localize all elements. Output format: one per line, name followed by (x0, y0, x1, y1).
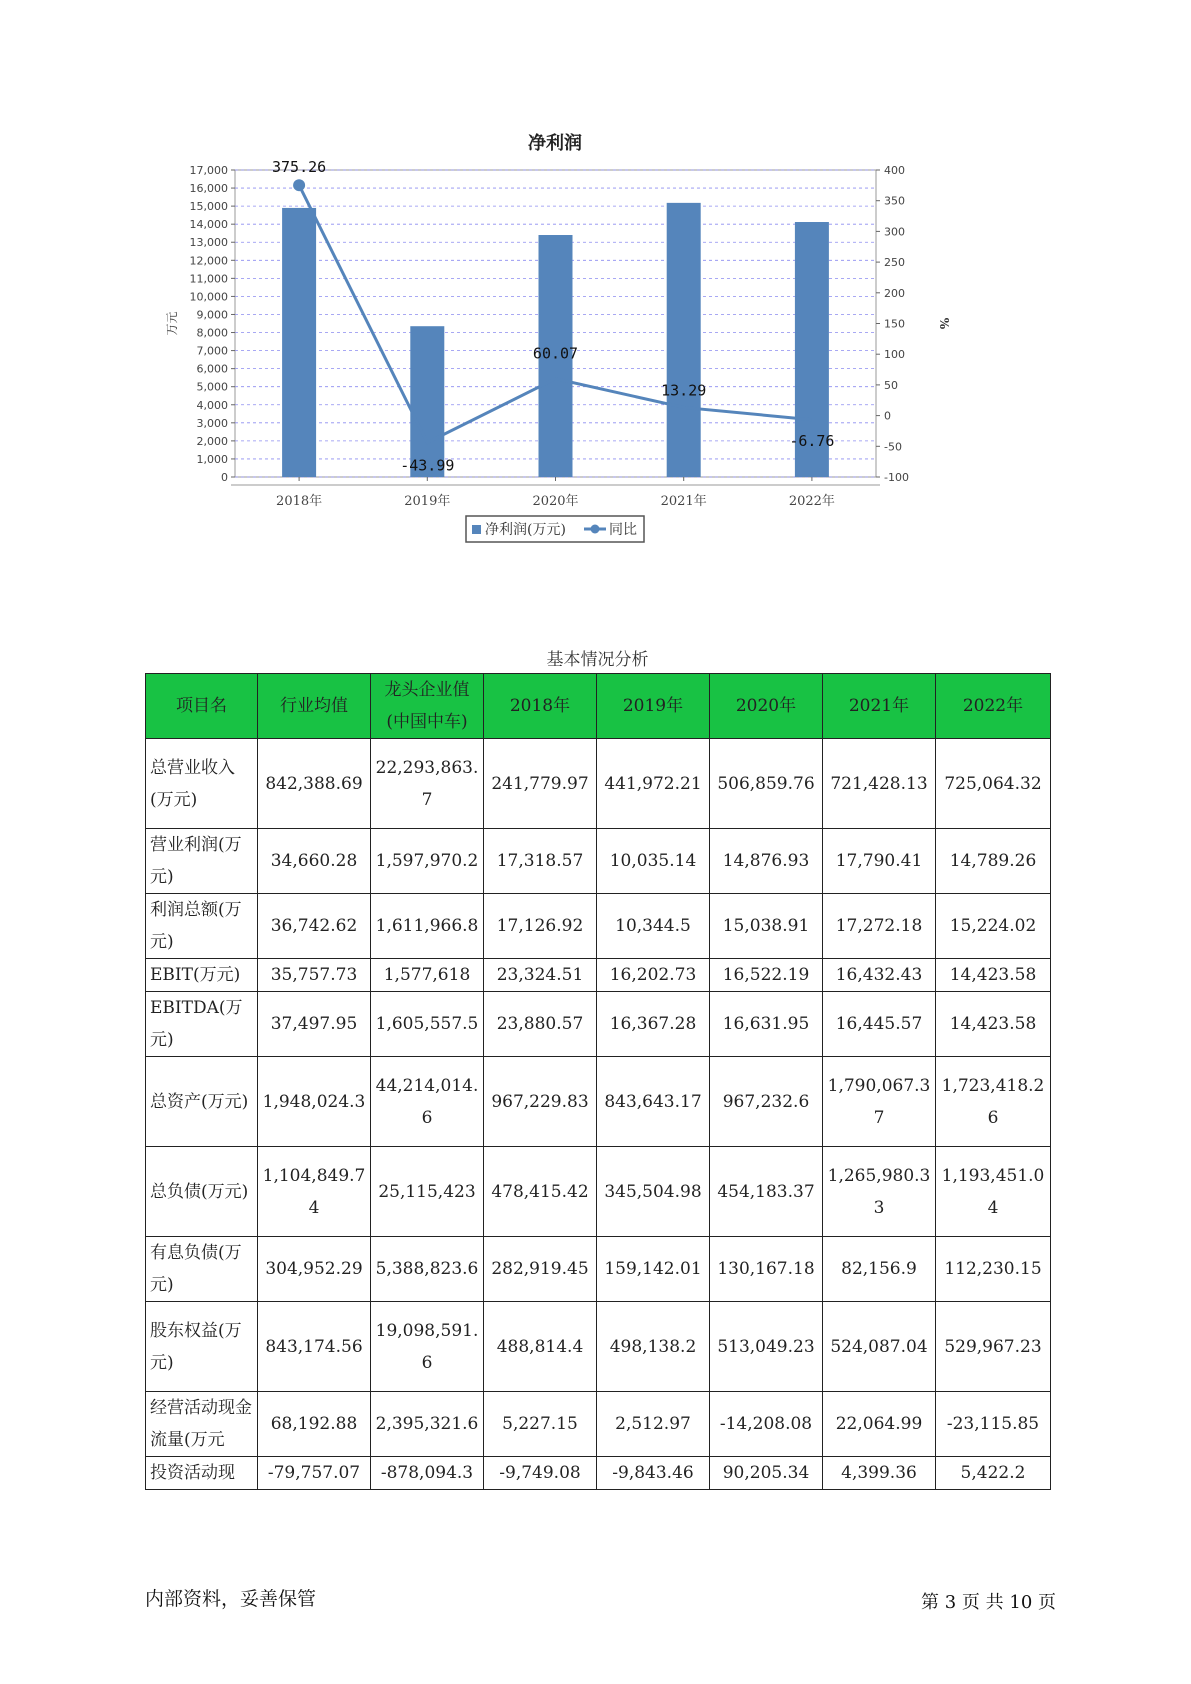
table-cell: 23,324.51 (484, 959, 597, 992)
header-cell: 2022年 (936, 674, 1051, 739)
chart-title: 净利润 (528, 133, 582, 154)
left-tick-label: 12,000 (189, 254, 228, 268)
table-cell: 16,631.95 (710, 992, 823, 1057)
x-tick-label: 2021年 (660, 494, 707, 509)
left-tick-label: 13,000 (189, 236, 228, 250)
row-label: 股东权益(万元) (146, 1302, 258, 1392)
table-cell: 22,293,863.7 (371, 739, 484, 829)
left-tick-label: 17,000 (189, 164, 228, 177)
yoy-data-label: -43.99 (400, 456, 455, 475)
table-row (146, 1237, 1051, 1302)
right-tick-label: 350 (884, 194, 905, 208)
left-tick-label: 2,000 (196, 434, 228, 448)
legend-line-label: 同比 (609, 522, 637, 538)
legend-bar-swatch (472, 525, 481, 534)
table-cell: 37,497.95 (258, 992, 371, 1057)
left-tick-label: 15,000 (189, 200, 228, 214)
table-cell: 90,205.34 (710, 1457, 823, 1490)
table-row (146, 1302, 1051, 1392)
right-tick-label: -100 (884, 471, 909, 484)
header-cell: 龙头企业值(中国中车) (371, 674, 484, 739)
x-tick-label: 2022年 (788, 494, 835, 509)
table-caption: 基本情况分析 (546, 650, 649, 670)
row-label: EBITDA(万元) (146, 992, 258, 1057)
chart-svg (165, 130, 970, 600)
table-cell: 488,814.4 (484, 1302, 597, 1392)
table-cell: 967,229.83 (484, 1057, 597, 1147)
table-cell: 112,230.15 (936, 1237, 1051, 1302)
right-axis-unit: % (937, 317, 951, 330)
table-body (146, 739, 1051, 1490)
right-tick-label: 200 (884, 286, 905, 300)
right-tick-label: 150 (884, 317, 905, 331)
right-tick-label: 400 (884, 164, 905, 177)
table-row (146, 959, 1051, 992)
table-cell: 513,049.23 (710, 1302, 823, 1392)
table-cell: 17,318.57 (484, 829, 597, 894)
table-cell: 1,193,451.04 (936, 1147, 1051, 1237)
table-row (146, 1392, 1051, 1457)
left-tick-label: 7,000 (196, 344, 228, 358)
table-cell: 843,643.17 (597, 1057, 710, 1147)
table-cell: 17,272.18 (823, 894, 936, 959)
table-cell: 1,948,024.3 (258, 1057, 371, 1147)
footer-confidential: 内部资料，妥善保管 (145, 1588, 317, 1610)
row-label: 利润总额(万元) (146, 894, 258, 959)
header-cell: 2020年 (710, 674, 823, 739)
left-tick-label: 4,000 (196, 398, 228, 412)
table-cell: 5,422.2 (936, 1457, 1051, 1490)
table-cell: 82,156.9 (823, 1237, 936, 1302)
table-cell: 25,115,423 (371, 1147, 484, 1237)
table-cell: 2,395,321.6 (371, 1392, 484, 1457)
table-cell: 454,183.37 (710, 1147, 823, 1237)
bar (410, 326, 444, 477)
table-cell: 14,423.58 (936, 992, 1051, 1057)
table-cell: 16,367.28 (597, 992, 710, 1057)
table-cell: 1,723,418.26 (936, 1057, 1051, 1147)
yoy-data-label: -6.76 (789, 431, 835, 450)
table-cell: 304,952.29 (258, 1237, 371, 1302)
table-cell: 16,432.43 (823, 959, 936, 992)
table-cell: 14,423.58 (936, 959, 1051, 992)
left-tick-label: 0 (221, 471, 228, 484)
table-row (146, 739, 1051, 829)
x-tick-label: 2018年 (276, 494, 323, 509)
left-tick-label: 9,000 (196, 308, 228, 322)
table-cell: 725,064.32 (936, 739, 1051, 829)
table-cell: 1,611,966.8 (371, 894, 484, 959)
table-cell: 524,087.04 (823, 1302, 936, 1392)
left-tick-label: 6,000 (196, 362, 228, 376)
row-label: 营业利润(万元) (146, 829, 258, 894)
table-cell: 44,214,014.6 (371, 1057, 484, 1147)
table-cell: 506,859.76 (710, 739, 823, 829)
net-profit-chart (165, 130, 970, 600)
table-header-row (146, 674, 1051, 739)
table-cell: 16,522.19 (710, 959, 823, 992)
table-cell: 16,202.73 (597, 959, 710, 992)
table-row (146, 992, 1051, 1057)
row-label: 总营业收入(万元) (146, 739, 258, 829)
footer-page-number: 第 3 页 共 10 页 (921, 1592, 1056, 1613)
table-cell: 345,504.98 (597, 1147, 710, 1237)
table-cell: -14,208.08 (710, 1392, 823, 1457)
row-label: 有息负债(万元) (146, 1237, 258, 1302)
table-row (146, 1147, 1051, 1237)
right-tick-label: 0 (884, 409, 891, 423)
table-cell: 17,126.92 (484, 894, 597, 959)
basic-analysis-table (145, 673, 1051, 1490)
table-cell: 5,388,823.6 (371, 1237, 484, 1302)
table-cell: -9,749.08 (484, 1457, 597, 1490)
right-tick-label: 300 (884, 225, 905, 239)
table-cell: 4,399.36 (823, 1457, 936, 1490)
table-cell: 1,104,849.74 (258, 1147, 371, 1237)
left-tick-label: 3,000 (196, 416, 228, 430)
table-cell: 529,967.23 (936, 1302, 1051, 1392)
table-cell: -878,094.3 (371, 1457, 484, 1490)
left-tick-label: 5,000 (196, 380, 228, 394)
table-cell: 14,876.93 (710, 829, 823, 894)
table-row (146, 1057, 1051, 1147)
header-cell: 2019年 (597, 674, 710, 739)
row-label: EBIT(万元) (146, 959, 258, 992)
row-label: 投资活动现 (146, 1457, 258, 1490)
legend-bar-label: 净利润(万元) (485, 522, 566, 538)
table-cell: 35,757.73 (258, 959, 371, 992)
yoy-point (293, 179, 305, 191)
legend-line-marker (591, 525, 600, 534)
table-cell: -9,843.46 (597, 1457, 710, 1490)
x-tick-label: 2019年 (404, 494, 451, 509)
table-cell: 19,098,591.6 (371, 1302, 484, 1392)
table-cell: 34,660.28 (258, 829, 371, 894)
bar (667, 203, 701, 477)
left-tick-label: 14,000 (189, 218, 228, 232)
table-cell: 23,880.57 (484, 992, 597, 1057)
right-tick-label: -50 (884, 440, 902, 454)
table-cell: 68,192.88 (258, 1392, 371, 1457)
table-cell: 15,224.02 (936, 894, 1051, 959)
left-tick-label: 16,000 (189, 182, 228, 196)
table-cell: 1,265,980.33 (823, 1147, 936, 1237)
table-cell: 498,138.2 (597, 1302, 710, 1392)
table-cell: 159,142.01 (597, 1237, 710, 1302)
table-cell: 36,742.62 (258, 894, 371, 959)
table-cell: 843,174.56 (258, 1302, 371, 1392)
yoy-data-label: 13.29 (661, 381, 707, 400)
yoy-data-label: 60.07 (532, 344, 579, 363)
table-cell: 14,789.26 (936, 829, 1051, 894)
table-cell: 22,064.99 (823, 1392, 936, 1457)
bar (282, 208, 316, 477)
table-row (146, 894, 1051, 959)
table-cell: 241,779.97 (484, 739, 597, 829)
left-tick-label: 1,000 (196, 452, 228, 466)
table-cell: 282,919.45 (484, 1237, 597, 1302)
table-cell: 10,035.14 (597, 829, 710, 894)
yoy-data-label: 375.26 (272, 158, 327, 177)
table-cell: 1,605,557.5 (371, 992, 484, 1057)
left-tick-label: 10,000 (189, 290, 228, 304)
table-cell: 478,415.42 (484, 1147, 597, 1237)
table-cell: 1,790,067.37 (823, 1057, 936, 1147)
table-cell: 16,445.57 (823, 992, 936, 1057)
table-row (146, 1457, 1051, 1490)
table-cell: 5,227.15 (484, 1392, 597, 1457)
table-cell: -79,757.07 (258, 1457, 371, 1490)
row-label: 经营活动现金流量(万元 (146, 1392, 258, 1457)
table-row (146, 829, 1051, 894)
table-cell: 1,597,970.2 (371, 829, 484, 894)
x-tick-label: 2020年 (532, 494, 579, 509)
header-cell: 2018年 (484, 674, 597, 739)
header-cell: 行业均值 (258, 674, 371, 739)
table-cell: 441,972.21 (597, 739, 710, 829)
header-cell: 项目名 (146, 674, 258, 739)
right-tick-label: 250 (884, 256, 905, 270)
table-cell: -23,115.85 (936, 1392, 1051, 1457)
right-tick-label: 50 (884, 378, 898, 392)
table-cell: 2,512.97 (597, 1392, 710, 1457)
row-label: 总资产(万元) (146, 1057, 258, 1147)
left-axis-unit: 万元 (165, 311, 179, 336)
right-tick-label: 100 (884, 348, 905, 362)
table-cell: 10,344.5 (597, 894, 710, 959)
row-label: 总负债(万元) (146, 1147, 258, 1237)
table-cell: 842,388.69 (258, 739, 371, 829)
table-cell: 17,790.41 (823, 829, 936, 894)
table-cell: 15,038.91 (710, 894, 823, 959)
left-tick-label: 11,000 (189, 272, 228, 286)
table-cell: 967,232.6 (710, 1057, 823, 1147)
header-cell: 2021年 (823, 674, 936, 739)
table-cell: 721,428.13 (823, 739, 936, 829)
table-cell: 130,167.18 (710, 1237, 823, 1302)
table-cell: 1,577,618 (371, 959, 484, 992)
left-tick-label: 8,000 (196, 326, 228, 340)
